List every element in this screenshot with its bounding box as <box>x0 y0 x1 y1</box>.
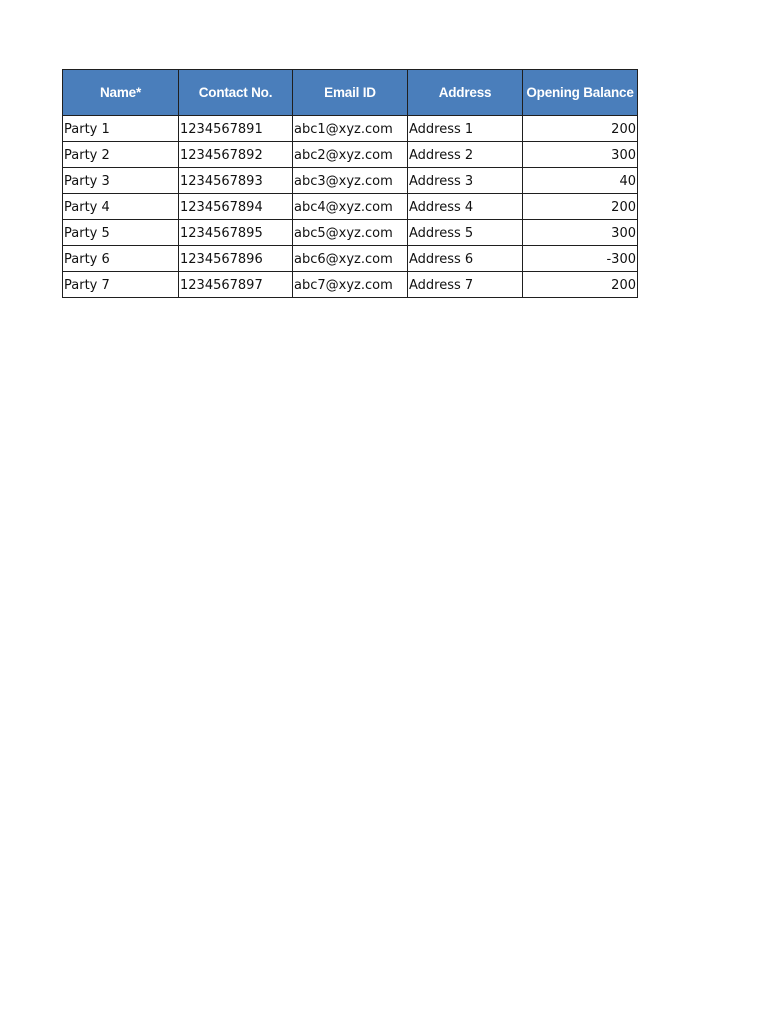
cell-contact[interactable]: 1234567895 <box>179 220 293 246</box>
cell-name[interactable]: Party 7 <box>63 272 179 298</box>
cell-name[interactable]: Party 4 <box>63 194 179 220</box>
cell-contact[interactable]: 1234567891 <box>179 116 293 142</box>
cell-email[interactable]: abc5@xyz.com <box>293 220 408 246</box>
cell-balance[interactable]: 40 <box>523 168 638 194</box>
cell-name[interactable]: Party 1 <box>63 116 179 142</box>
header-contact[interactable]: Contact No. <box>179 70 293 116</box>
cell-email[interactable]: abc3@xyz.com <box>293 168 408 194</box>
cell-balance[interactable]: 200 <box>523 116 638 142</box>
party-table <box>62 69 638 298</box>
cell-address[interactable]: Address 5 <box>408 220 523 246</box>
header-row <box>63 70 638 116</box>
cell-balance[interactable]: 200 <box>523 194 638 220</box>
header-name[interactable]: Name* <box>63 70 179 116</box>
cell-contact[interactable]: 1234567893 <box>179 168 293 194</box>
cell-name[interactable]: Party 3 <box>63 168 179 194</box>
cell-address[interactable]: Address 2 <box>408 142 523 168</box>
header-email[interactable]: Email ID <box>293 70 408 116</box>
cell-balance[interactable]: -300 <box>523 246 638 272</box>
cell-contact[interactable]: 1234567892 <box>179 142 293 168</box>
party-sheet <box>62 69 638 298</box>
cell-address[interactable]: Address 6 <box>408 246 523 272</box>
cell-address[interactable]: Address 4 <box>408 194 523 220</box>
cell-balance[interactable]: 300 <box>523 142 638 168</box>
table-row <box>63 220 638 246</box>
cell-address[interactable]: Address 3 <box>408 168 523 194</box>
table-body <box>63 116 638 298</box>
cell-contact[interactable]: 1234567897 <box>179 272 293 298</box>
table-row <box>63 116 638 142</box>
table-row <box>63 168 638 194</box>
cell-email[interactable]: abc2@xyz.com <box>293 142 408 168</box>
header-address[interactable]: Address <box>408 70 523 116</box>
cell-email[interactable]: abc7@xyz.com <box>293 272 408 298</box>
cell-contact[interactable]: 1234567896 <box>179 246 293 272</box>
table-row <box>63 272 638 298</box>
table-row <box>63 142 638 168</box>
cell-name[interactable]: Party 5 <box>63 220 179 246</box>
cell-contact[interactable]: 1234567894 <box>179 194 293 220</box>
cell-address[interactable]: Address 1 <box>408 116 523 142</box>
cell-email[interactable]: abc6@xyz.com <box>293 246 408 272</box>
cell-name[interactable]: Party 6 <box>63 246 179 272</box>
cell-address[interactable]: Address 7 <box>408 272 523 298</box>
table-row <box>63 246 638 272</box>
cell-balance[interactable]: 200 <box>523 272 638 298</box>
cell-email[interactable]: abc4@xyz.com <box>293 194 408 220</box>
cell-balance[interactable]: 300 <box>523 220 638 246</box>
header-balance[interactable]: Opening Balance <box>523 70 638 116</box>
cell-email[interactable]: abc1@xyz.com <box>293 116 408 142</box>
cell-name[interactable]: Party 2 <box>63 142 179 168</box>
table-row <box>63 194 638 220</box>
table-header <box>63 70 638 116</box>
